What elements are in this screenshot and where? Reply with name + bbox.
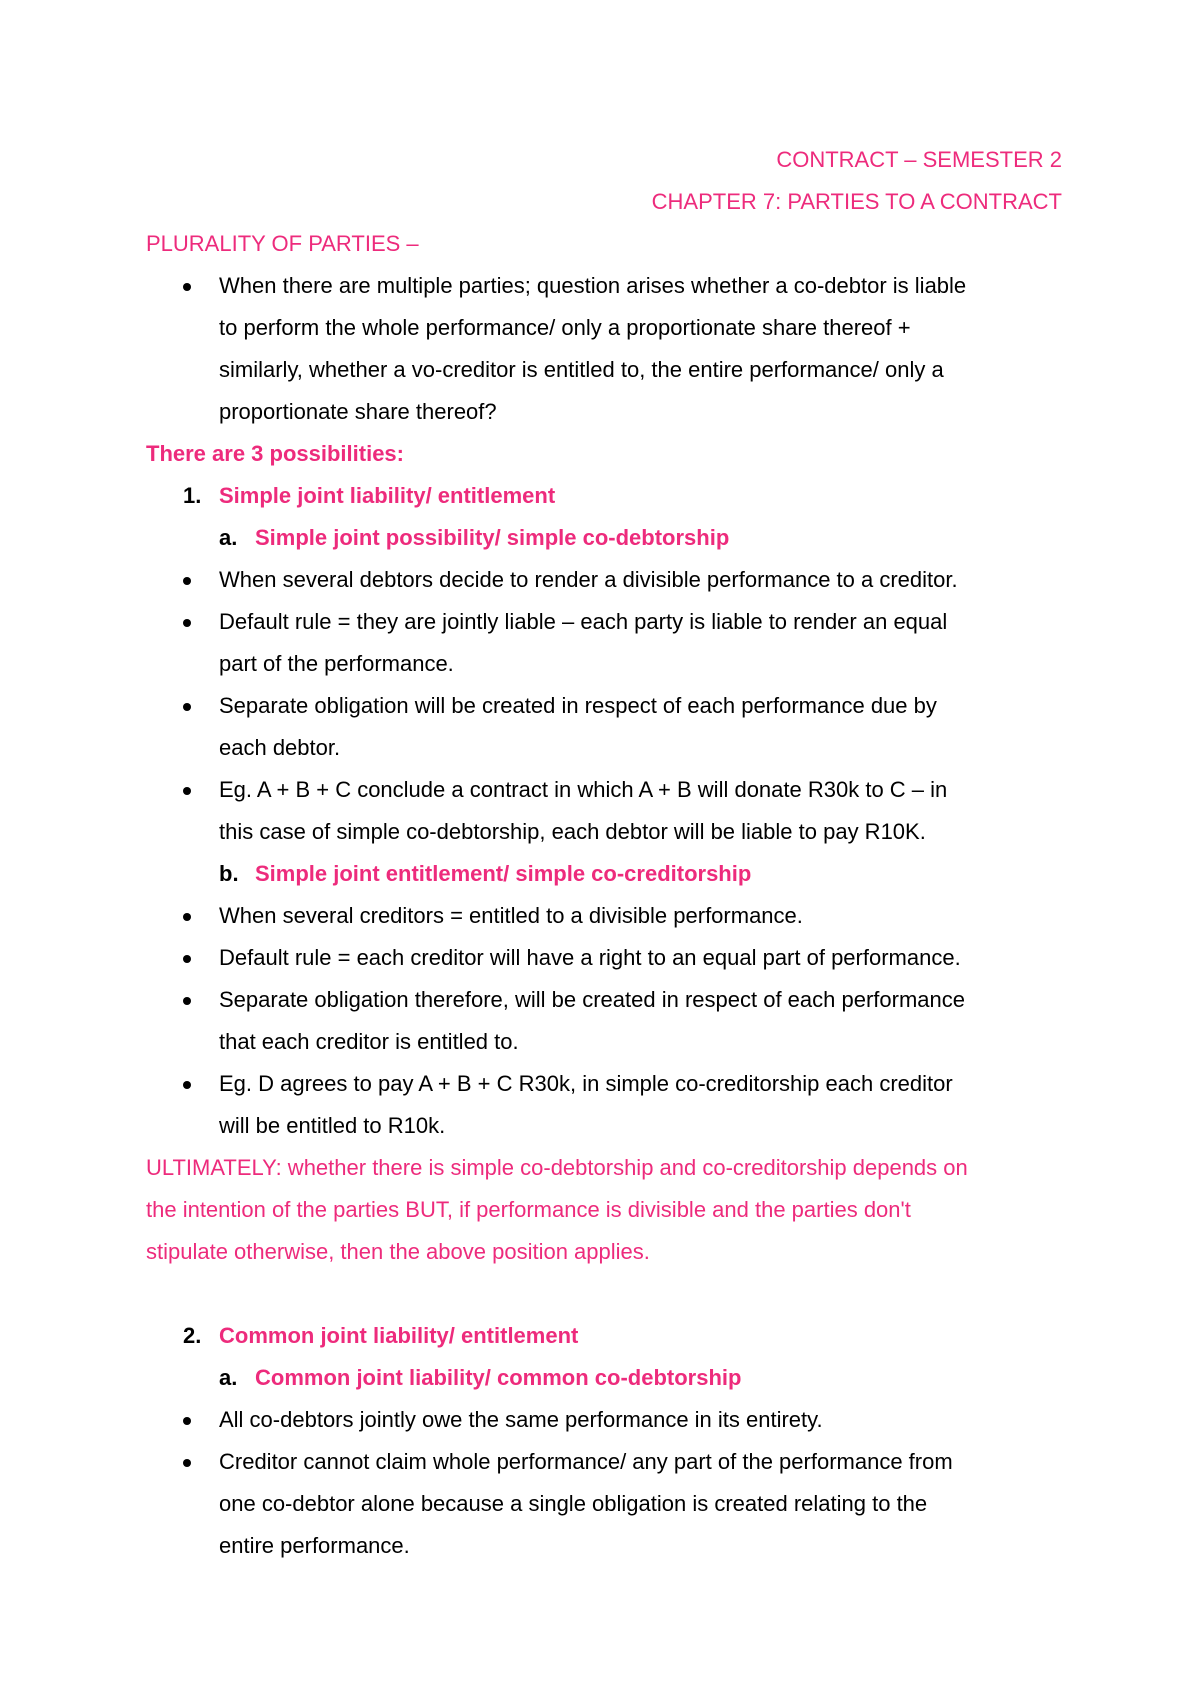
section-heading: PLURALITY OF PARTIES – xyxy=(146,231,419,256)
possibilities-heading: There are 3 possibilities: xyxy=(146,441,404,466)
bullet-text: Default rule = each creditor will have a right to an equal part of performance. xyxy=(219,945,961,970)
bullet-text: Creditor cannot claim whole performance/ any part of the performance from xyxy=(219,1449,953,1474)
sub-list-letter: b. xyxy=(219,861,239,886)
bullet-text: When several debtors decide to render a divisible performance to a creditor. xyxy=(219,567,958,592)
bullet-text: this case of simple co-debtorship, each debtor will be liable to pay R10K. xyxy=(219,819,926,844)
sub-list-letter: a. xyxy=(219,525,238,550)
bullet-text: that each creditor is entitled to. xyxy=(219,1029,519,1054)
sub-list-title: Simple joint entitlement/ simple co-creditorship xyxy=(255,861,752,886)
sub-list-title: Simple joint possibility/ simple co-debtorship xyxy=(255,525,730,550)
chapter-title: CHAPTER 7: PARTIES TO A CONTRACT xyxy=(651,189,1062,214)
bullet-text: Default rule = they are jointly liable – each party is liable to render an equal xyxy=(219,609,948,634)
bullet-text: Eg. A + B + C conclude a contract in which A + B will donate R30k to C – in xyxy=(219,777,948,802)
bullet-text: entire performance. xyxy=(219,1533,410,1558)
bullet-text: Separate obligation will be created in respect of each performance due by xyxy=(219,693,937,718)
bullet-icon xyxy=(183,577,191,585)
document-title: CONTRACT – SEMESTER 2 xyxy=(776,147,1062,172)
bullet-text: part of the performance. xyxy=(219,651,454,676)
note-line: the intention of the parties BUT, if performance is divisible and the parties don't xyxy=(146,1197,911,1222)
bullet-icon xyxy=(183,283,191,291)
note-line: stipulate otherwise, then the above position applies. xyxy=(146,1239,650,1264)
bullet-icon xyxy=(183,1081,191,1089)
bullet-icon xyxy=(183,619,191,627)
bullet-icon xyxy=(183,913,191,921)
bullet-text: will be entitled to R10k. xyxy=(219,1113,446,1138)
list-item-title: Common joint liability/ entitlement xyxy=(219,1323,579,1348)
sub-list-letter: a. xyxy=(219,1365,238,1390)
paragraph-line: similarly, whether a vo-creditor is entitled to, the entire performance/ only a xyxy=(219,357,944,382)
bullet-text: each debtor. xyxy=(219,735,341,760)
bullet-icon xyxy=(183,955,191,963)
list-number: 2. xyxy=(183,1323,202,1348)
list-item-title: Simple joint liability/ entitlement xyxy=(219,483,556,508)
sub-list-title: Common joint liability/ common co-debtorship xyxy=(255,1365,742,1390)
bullet-icon xyxy=(183,1417,191,1425)
paragraph-line: When there are multiple parties; question arises whether a co-debtor is liable xyxy=(219,273,967,298)
bullet-icon xyxy=(183,787,191,795)
bullet-icon xyxy=(183,1459,191,1467)
bullet-text: All co-debtors jointly owe the same performance in its entirety. xyxy=(219,1407,823,1432)
bullet-icon xyxy=(183,997,191,1005)
note-line: ULTIMATELY: whether there is simple co-debtorship and co-creditorship depends on xyxy=(146,1155,968,1180)
bullet-text: When several creditors = entitled to a divisible performance. xyxy=(219,903,803,928)
bullet-text: one co-debtor alone because a single obligation is created relating to the xyxy=(219,1491,928,1516)
paragraph-line: to perform the whole performance/ only a proportionate share thereof + xyxy=(219,315,911,340)
bullet-icon xyxy=(183,703,191,711)
bullet-text: Eg. D agrees to pay A + B + C R30k, in simple co-creditorship each creditor xyxy=(219,1071,953,1096)
list-number: 1. xyxy=(183,483,202,508)
bullet-text: Separate obligation therefore, will be created in respect of each performance xyxy=(219,987,965,1012)
paragraph-line: proportionate share thereof? xyxy=(219,399,497,424)
